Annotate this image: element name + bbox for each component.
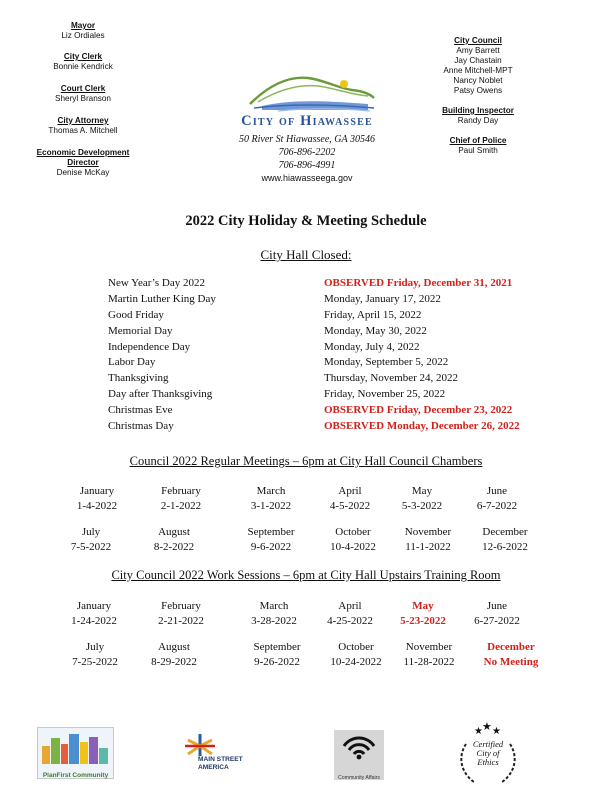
holiday-date: Monday, July 4, 2022: [324, 340, 420, 353]
meeting-month: November: [404, 526, 452, 538]
holiday-name: Day after Thanksgiving: [108, 388, 213, 401]
meeting-date: 6-7-2022: [476, 500, 518, 512]
meeting-date: 12-6-2022: [482, 541, 528, 553]
meeting-date: 8-2-2022: [153, 541, 195, 553]
svg-text:★: ★: [482, 722, 492, 733]
official-role: Chief of Police: [449, 136, 507, 145]
holiday-name: Thanksgiving: [108, 372, 169, 385]
city-address: 50 River St Hiawassee, GA 30546: [239, 134, 375, 145]
main-street-star-icon: [180, 732, 220, 758]
holiday-row: [108, 277, 568, 293]
session-month: October: [338, 641, 374, 653]
holiday-row: [108, 404, 568, 420]
planfirst-logo: [37, 727, 114, 779]
official-econ-dev-director: [18, 148, 148, 178]
meeting-month: January: [79, 485, 115, 497]
session-date: 8-29-2022: [151, 656, 197, 668]
official-name: Nancy Noblet: [453, 76, 503, 85]
city-website: www.hiawasseega.gov: [261, 173, 353, 183]
official-name: Paul Smith: [458, 146, 498, 155]
meeting-month: October: [335, 526, 371, 538]
official-name: Liz Ordiales: [61, 31, 105, 40]
holiday-row: [108, 372, 568, 388]
meeting-date: 9-6-2022: [250, 541, 292, 553]
holiday-date: Monday, September 5, 2022: [324, 356, 449, 369]
holiday-date: Monday, January 17, 2022: [324, 292, 441, 305]
session-cell: [452, 599, 542, 629]
holiday-list: [108, 277, 568, 436]
main-street-america-logo: [180, 732, 250, 776]
meeting-cell: [226, 525, 316, 555]
official-mayor: [18, 21, 148, 41]
main-street-line2: AMERICA: [198, 764, 229, 771]
meeting-date: 4-5-2022: [329, 500, 371, 512]
holiday-row: [108, 420, 568, 436]
session-month: March: [259, 600, 289, 612]
holiday-date: Thursday, November 24, 2022: [324, 372, 459, 385]
official-role: City Clerk: [63, 52, 103, 61]
meeting-cell: [52, 484, 142, 514]
meeting-month: July: [81, 526, 101, 538]
holiday-row: [108, 309, 568, 325]
holiday-name: New Year’s Day 2022: [108, 277, 205, 289]
meeting-date: 2-1-2022: [160, 500, 202, 512]
holiday-row: [108, 325, 568, 341]
holiday-date: OBSERVED Monday, December 26, 2022: [324, 420, 520, 433]
certified-city-of-ethics-logo: [452, 722, 524, 788]
meeting-date: 10-4-2022: [330, 541, 376, 553]
session-cell: [384, 640, 474, 670]
session-cell: [232, 640, 322, 670]
meeting-month: May: [411, 485, 433, 497]
session-cell: [49, 599, 139, 629]
session-date: 1-24-2022: [71, 615, 117, 627]
city-logo-mountains-icon: [248, 64, 376, 112]
meeting-cell: [452, 484, 542, 514]
session-date: 2-21-2022: [158, 615, 204, 627]
meeting-date: 1-4-2022: [76, 500, 118, 512]
session-month: February: [161, 600, 201, 612]
official-city-council: [422, 36, 534, 96]
broadband-label: Community Affairs: [338, 775, 380, 781]
meeting-cell: [460, 525, 550, 555]
meeting-month: March: [256, 485, 286, 497]
wifi-icon: [334, 730, 384, 764]
official-name: Jay Chastain: [454, 56, 502, 65]
meeting-date: 11-1-2022: [405, 541, 451, 553]
ethics-line2: City of: [476, 748, 500, 758]
holiday-date: OBSERVED Friday, December 31, 2021: [324, 277, 513, 289]
officials-left: [18, 21, 148, 190]
official-role: Mayor: [70, 21, 96, 30]
ethics-line3: Ethics: [477, 757, 499, 767]
city-phone-1: 706-896-2202: [278, 147, 336, 158]
official-role: Court Clerk: [60, 84, 106, 93]
holiday-date: Monday, May 30, 2022: [324, 324, 427, 337]
session-date: No Meeting: [483, 656, 539, 668]
official-name: Anne Mitchell-MPT: [443, 66, 513, 75]
session-date: 10-24-2022: [330, 656, 382, 668]
broadband-ready-logo: [334, 730, 384, 780]
meeting-cell: [136, 484, 226, 514]
official-chief-of-police: [422, 136, 534, 156]
session-cell: [466, 640, 556, 670]
session-month: May: [412, 600, 434, 612]
official-role: City Council: [454, 36, 502, 45]
session-date: 4-25-2022: [327, 615, 373, 627]
ethics-line1: Certified: [472, 739, 504, 749]
meeting-month: August: [158, 526, 190, 538]
page-title: 2022 City Holiday & Meeting Schedule: [185, 213, 427, 229]
session-month: July: [85, 641, 105, 653]
session-date: 5-23-2022: [400, 615, 446, 627]
holiday-date: Friday, November 25, 2022: [324, 388, 446, 401]
main-street-line1: MAIN STREET: [198, 756, 243, 763]
session-date: 6-27-2022: [474, 615, 520, 627]
svg-text:★: ★: [474, 726, 483, 737]
session-month: January: [76, 600, 112, 612]
meeting-month: June: [486, 485, 508, 497]
svg-text:★: ★: [492, 726, 501, 737]
official-name: Amy Barrett: [456, 46, 500, 55]
official-name: Randy Day: [457, 116, 499, 125]
meeting-month: February: [161, 485, 201, 497]
city-contact: [222, 133, 392, 172]
officials-right: [422, 36, 534, 166]
city-phone-2: 706-896-4991: [278, 160, 336, 171]
official-building-inspector: [422, 106, 534, 126]
session-cell: [136, 599, 226, 629]
official-city-attorney: [18, 116, 148, 136]
regular-meetings-heading: Council 2022 Regular Meetings – 6pm at City Hall Council Chambers: [129, 454, 483, 468]
holiday-row: [108, 388, 568, 404]
planfirst-buildings-icon: [38, 728, 113, 766]
official-role: Economic Development Director: [36, 148, 130, 167]
city-name: City of Hiawassee: [241, 113, 373, 129]
official-name: Bonnie Kendrick: [53, 62, 113, 71]
official-role: City Attorney: [57, 116, 109, 125]
holiday-name: Christmas Day: [108, 420, 174, 433]
official-name: Patsy Owens: [453, 86, 503, 95]
official-court-clerk: [18, 84, 148, 104]
official-name: Denise McKay: [56, 168, 110, 177]
session-date: 3-28-2022: [251, 615, 297, 627]
session-date: 11-28-2022: [403, 656, 455, 668]
official-role: Building Inspector: [442, 106, 514, 115]
session-month: September: [253, 641, 301, 653]
meeting-month: April: [338, 485, 362, 497]
holiday-name: Christmas Eve: [108, 404, 173, 417]
meeting-date: 3-1-2022: [250, 500, 292, 512]
session-month: December: [487, 641, 535, 653]
meeting-month: September: [247, 526, 295, 538]
holiday-name: Good Friday: [108, 308, 164, 321]
official-city-clerk: [18, 52, 148, 72]
work-sessions-heading: City Council 2022 Work Sessions – 6pm at City Hall Upstairs Training Room: [111, 568, 501, 582]
session-month: August: [158, 641, 190, 653]
meeting-cell: [129, 525, 219, 555]
meeting-cell: [46, 525, 136, 555]
holiday-row: [108, 356, 568, 372]
session-cell: [129, 640, 219, 670]
holiday-name: Labor Day: [108, 356, 156, 369]
holiday-name: Martin Luther King Day: [108, 292, 216, 305]
meeting-date: 7-5-2022: [70, 541, 112, 553]
holiday-row: [108, 341, 568, 357]
planfirst-label: PlanFirst Community: [42, 772, 109, 779]
session-month: November: [405, 641, 453, 653]
holiday-name: Memorial Day: [108, 324, 173, 337]
holiday-date: OBSERVED Friday, December 23, 2022: [324, 404, 513, 417]
official-name: Sheryl Branson: [55, 94, 111, 103]
holiday-row: [108, 293, 568, 309]
meeting-cell: [226, 484, 316, 514]
meeting-date: 5-3-2022: [401, 500, 443, 512]
closed-heading: City Hall Closed:: [260, 247, 352, 262]
session-month: June: [486, 600, 508, 612]
session-cell: [50, 640, 140, 670]
holiday-date: Friday, April 15, 2022: [324, 308, 422, 321]
official-name: Thomas A. Mitchell: [48, 126, 118, 135]
holiday-name: Independence Day: [108, 340, 191, 353]
session-date: 7-25-2022: [72, 656, 118, 668]
session-date: 9-26-2022: [254, 656, 300, 668]
session-month: April: [338, 600, 362, 612]
meeting-month: December: [482, 526, 528, 538]
